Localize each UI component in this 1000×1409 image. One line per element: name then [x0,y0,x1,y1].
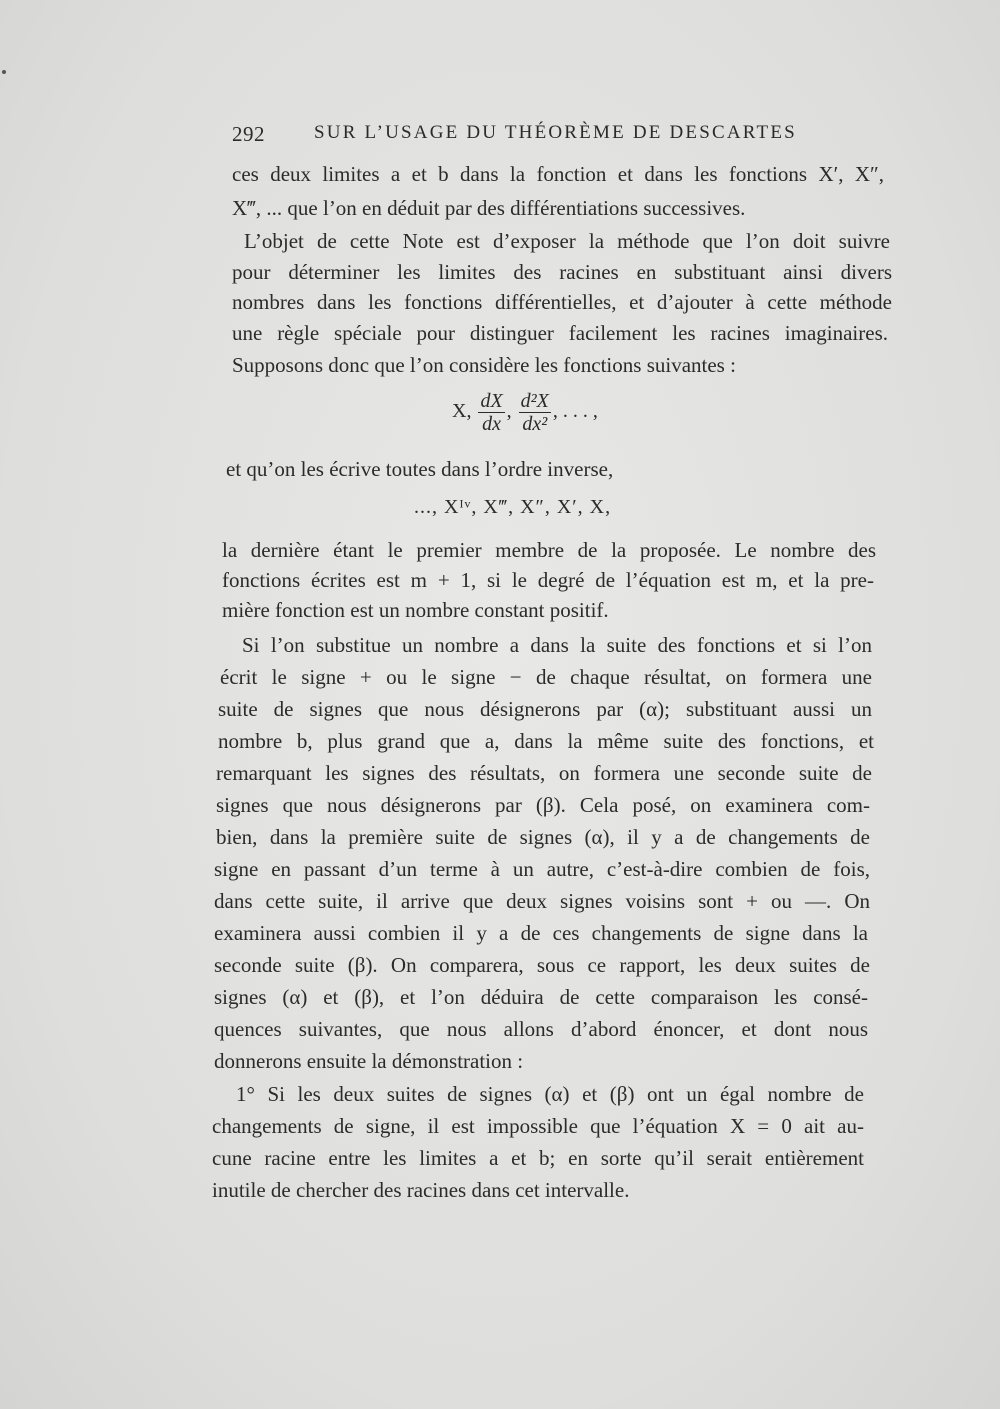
text-line: remarquant les signes des résultats, on formera une seconde suite de [216,761,872,785]
text-line: seconde suite (β). On comparera, sous ce rapport, les deux suites de [214,953,870,977]
formula-ellipsis: , . . . , [552,400,598,423]
text-line: inutile de chercher des racines dans cet intervalle. [212,1178,630,1202]
text-line: signes que nous désignerons par (β). Cela posé, on examinera com- [216,793,870,817]
text-line: Supposons donc que l’on considère les fonctions suivantes : [232,353,736,377]
page-number: 292 [232,122,265,146]
text-line: nombre b, plus grand que a, dans la même suite des fonctions, et [218,729,874,753]
text-line: nombres dans les fonctions différentielles, et d’ajouter à cette méthode [232,290,892,314]
text-line: changements de signe, il est impossible que l’équation X = 0 ait au- [212,1114,864,1138]
page-speck [2,70,6,74]
formula-inverse-order: ..., Xᴵᵛ, X‴, X″, X′, X, [414,496,612,518]
text-line: signes (α) et (β), et l’on déduira de cette comparaison les consé- [214,985,868,1009]
text-line: cune racine entre les limites a et b; en sorte qu’il serait entièrement [212,1146,864,1170]
text-line: dans cette suite, il arrive que deux signes voisins sont + ou —. On [214,889,870,913]
text-line: et qu’on les écrive toutes dans l’ordre inverse, [226,457,614,481]
page-header [232,122,832,152]
fraction-first-derivative [478,390,504,435]
text-line: examinera aussi combien il y a de ces changements de signe dans la [214,921,868,945]
text-line: pour déterminer les limites des racines en substituant ainsi divers [232,260,892,284]
fraction-denominator: dx [482,413,501,435]
fraction-denominator: dx² [522,413,548,435]
text-line: suite de signes que nous désignerons par (α); substituant aussi un [218,697,872,721]
running-head: SUR L’USAGE DU THÉORÈME DE DESCARTES [314,122,797,143]
fraction-numerator: d²X [520,390,549,412]
text-line: quences suivantes, que nous allons d’abord énoncer, et dont nous [214,1017,868,1041]
text-line: X‴, ... que l’on en déduit par des différentiations successives. [232,196,746,220]
text-line: écrit le signe + ou le signe − de chaque résultat, on formera une [220,665,872,689]
formula-separator: , [506,400,512,423]
text-line: L’objet de cette Note est d’exposer la méthode que l’on doit suivre [244,229,890,253]
text-line: fonctions écrites est m + 1, si le degré de l’équation est m, et la pre- [222,568,874,592]
text-line: 1° Si les deux suites de signes (α) et (β) ont un égal nombre de [236,1082,864,1106]
formula-term: X, [452,400,472,423]
text-line: signe en passant d’un terme à un autre, c’est-à-dire combien de fois, [214,857,870,881]
text-line: donnerons ensuite la démonstration : [214,1049,524,1073]
fraction-second-derivative [519,390,551,435]
text-line: Si l’on substitue un nombre a dans la suite des fonctions et si l’on [242,633,872,657]
text-line: mière fonction est un nombre constant positif. [222,598,609,622]
text-line: ces deux limites a et b dans la fonction et dans les fonctions X′, X″, [232,162,884,186]
text-line: la dernière étant le premier membre de la proposée. Le nombre des [222,538,876,562]
text-line: bien, dans la première suite de signes (α), il y a de changements de [216,825,870,849]
fraction-numerator: dX [480,390,503,412]
formula-functions [452,390,598,435]
text-line: une règle spéciale pour distinguer facilement les racines imaginaires. [232,321,888,345]
